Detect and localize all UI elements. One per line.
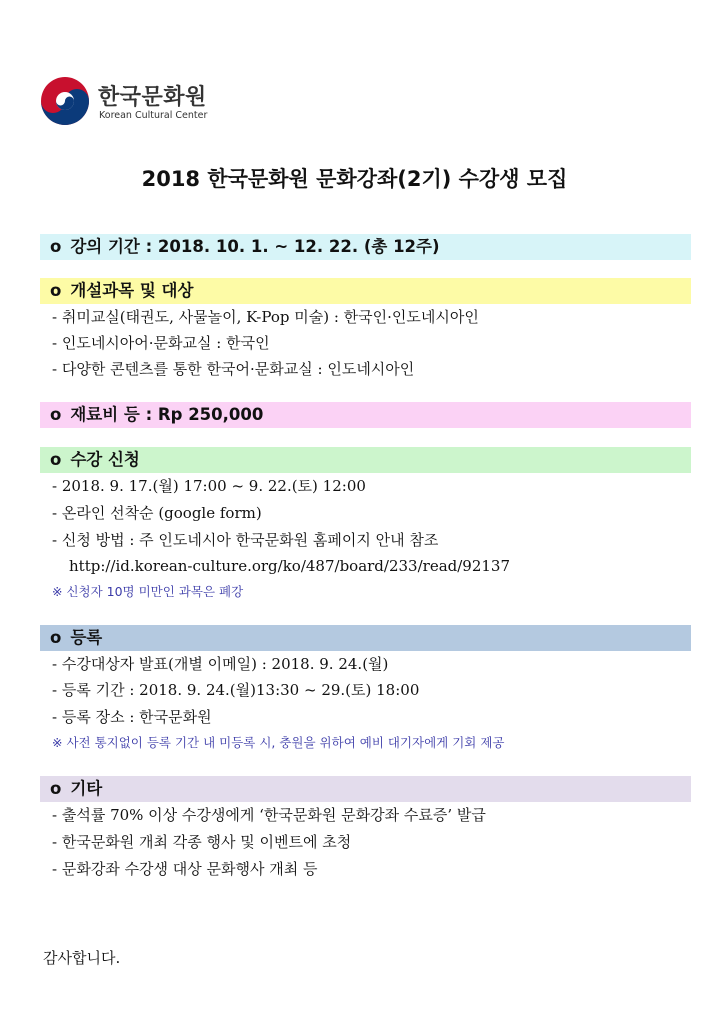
section-heading: 강의 기간 : 2018. 10. 1. ~ 12. 22. (총 12주) — [70, 237, 440, 256]
taegeuk-emblem-icon — [40, 76, 90, 126]
logo-korean-name: 한국문화원 — [98, 85, 207, 110]
logo-english-name: Korean Cultural Center — [99, 110, 208, 121]
list-item: - 취미교실(태권도, 사물놀이, K-Pop 미술) : 한국인·인도네시아인 — [52, 308, 479, 326]
section-application — [40, 447, 691, 473]
list-item: - 수강대상자 발표(개별 이메일) : 2018. 9. 24.(월) — [52, 655, 389, 673]
list-item: - 인도네시아어·문화교실 : 한국인 — [52, 334, 270, 352]
closing-thanks: 감사합니다. — [43, 949, 121, 967]
section-heading: 재료비 등 : Rp 250,000 — [70, 405, 264, 424]
document-title: 2018 한국문화원 문화강좌(2기) 수강생 모집 — [141, 167, 568, 191]
section-others — [40, 776, 691, 802]
section-heading: 기타 — [70, 779, 103, 798]
section-registration — [40, 625, 691, 651]
bullet-marker: o — [50, 450, 62, 469]
list-item: - 신청 방법 : 주 인도네시아 한국문화원 홈페이지 안내 참조 — [52, 531, 439, 549]
list-item: - 문화강좌 수강생 대상 문화행사 개최 등 — [52, 860, 318, 878]
section-heading: 등록 — [70, 628, 103, 647]
list-item: - 한국문화원 개최 각종 행사 및 이벤트에 초청 — [52, 833, 352, 851]
homepage-url-link[interactable]: http://id.korean-culture.org/ko/487/board/233/read/92137 — [69, 557, 511, 575]
list-item: - 출석률 70% 이상 수강생에게 ‘한국문화원 문화강좌 수료증’ 발급 — [52, 806, 486, 824]
list-item: - 등록 기간 : 2018. 9. 24.(월)13:30 ~ 29.(토) 18:00 — [52, 681, 420, 699]
notice-note: ※ 사전 통지없이 등록 기간 내 미등록 시, 충원을 위하여 예비 대기자에게 기회 제공 — [52, 735, 505, 750]
list-item: - 온라인 선착순 (google form) — [52, 504, 262, 522]
bullet-marker: o — [50, 281, 62, 300]
list-item: - 등록 장소 : 한국문화원 — [52, 708, 212, 726]
section-material-fee — [40, 402, 691, 428]
bullet-marker: o — [50, 405, 62, 424]
notice-note: ※ 신청자 10명 미만인 과목은 폐강 — [52, 584, 244, 599]
bullet-marker: o — [50, 237, 62, 256]
section-courses — [40, 278, 691, 304]
section-heading: 수강 신청 — [70, 450, 140, 469]
section-lecture-period — [40, 234, 691, 260]
section-heading: 개설과목 및 대상 — [70, 281, 194, 300]
list-item: - 2018. 9. 17.(월) 17:00 ~ 9. 22.(토) 12:00 — [52, 477, 366, 495]
list-item: - 다양한 콘텐츠를 통한 한국어·문화교실 : 인도네시아인 — [52, 360, 415, 378]
bullet-marker: o — [50, 779, 62, 798]
bullet-marker: o — [50, 628, 62, 647]
